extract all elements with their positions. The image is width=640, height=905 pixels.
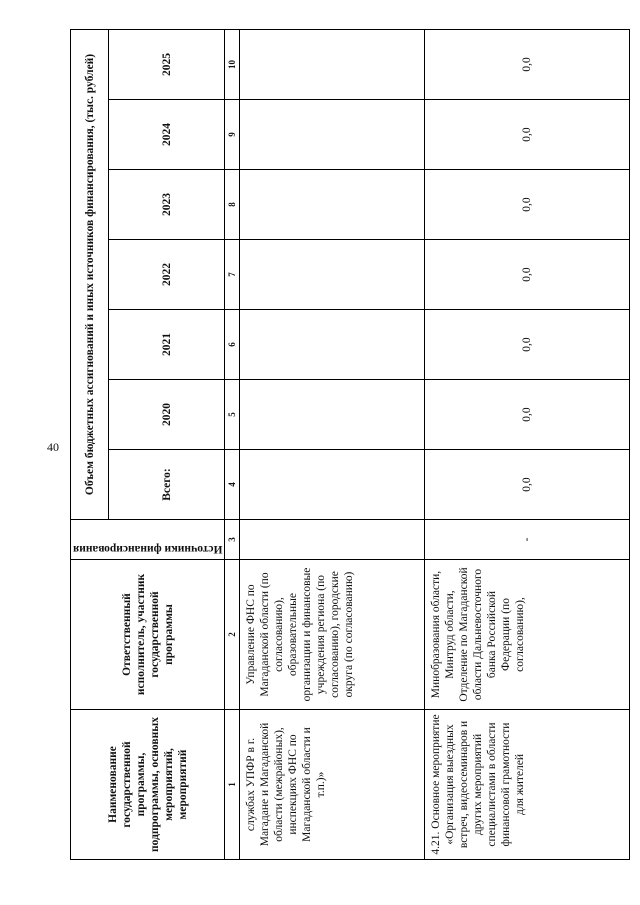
rotated-table-sheet <box>70 30 620 860</box>
column-number: 4 <box>225 450 240 520</box>
column-number: 10 <box>225 29 240 99</box>
row-value: 0,0 <box>425 380 630 450</box>
header-executor: Ответственный исполнитель, участник государственной программы <box>71 560 225 710</box>
column-number: 3 <box>225 520 240 560</box>
header-total: Всего: <box>109 450 225 520</box>
row-value: 0,0 <box>425 100 630 170</box>
row-name: 4.21. Основное мероприятие «Организация выездных встреч, видеосеминаров и других мероприятий специалистами в области финансовой грамотности для жителей <box>425 710 630 860</box>
header-year-2023: 2023 <box>109 170 225 240</box>
row-value <box>240 29 425 99</box>
row-value-total: 0,0 <box>425 450 630 520</box>
header-year-2025: 2025 <box>109 29 225 99</box>
header-year-2024: 2024 <box>109 100 225 170</box>
row-value <box>240 240 425 310</box>
header-volume: Объем бюджетных ассигнований и иных источников финансирования, (тыс. рублей) <box>71 29 109 519</box>
row-executor: Минобразования области, Минтруд области, Отделение по Магаданской области Дальневосточного банка Российской Федерации (по согласованию), <box>425 560 630 710</box>
row-value <box>240 170 425 240</box>
table-row <box>240 29 425 859</box>
header-source <box>71 520 225 560</box>
row-value <box>240 310 425 380</box>
column-number: 1 <box>225 710 240 860</box>
row-value <box>240 100 425 170</box>
header-name: Наименование государственной программы, подпрограммы, основных мероприятий, мероприятий <box>71 710 225 860</box>
row-value: 0,0 <box>425 29 630 99</box>
row-source <box>240 520 425 560</box>
column-number: 2 <box>225 560 240 710</box>
row-value: 0,0 <box>425 240 630 310</box>
column-number: 6 <box>225 310 240 380</box>
column-number: 7 <box>225 240 240 310</box>
column-number: 9 <box>225 100 240 170</box>
row-value <box>240 380 425 450</box>
header-year-2022: 2022 <box>109 240 225 310</box>
header-year-2020: 2020 <box>109 380 225 450</box>
financing-table <box>70 29 630 860</box>
column-number: 8 <box>225 170 240 240</box>
header-source-text: Источники финансирования <box>73 543 223 555</box>
row-name: службах УПФР в г. Магадане и Магаданской области (межрайоных), инспекциях ФНС по Магаданской области и т.п.)» <box>240 710 425 860</box>
page-number: 40 <box>47 440 59 454</box>
row-value: 0,0 <box>425 310 630 380</box>
row-value-total <box>240 450 425 520</box>
row-source: - <box>425 520 630 560</box>
column-number: 5 <box>225 380 240 450</box>
table-row <box>425 29 630 859</box>
header-year-2021: 2021 <box>109 310 225 380</box>
row-value: 0,0 <box>425 170 630 240</box>
row-executor: Управление ФНС по Магаданской области (по согласованию), образовательные организации и финансовые учреждения региона (по согласованию), городские округа (по согласованию) <box>240 560 425 710</box>
column-number-row <box>225 29 240 859</box>
